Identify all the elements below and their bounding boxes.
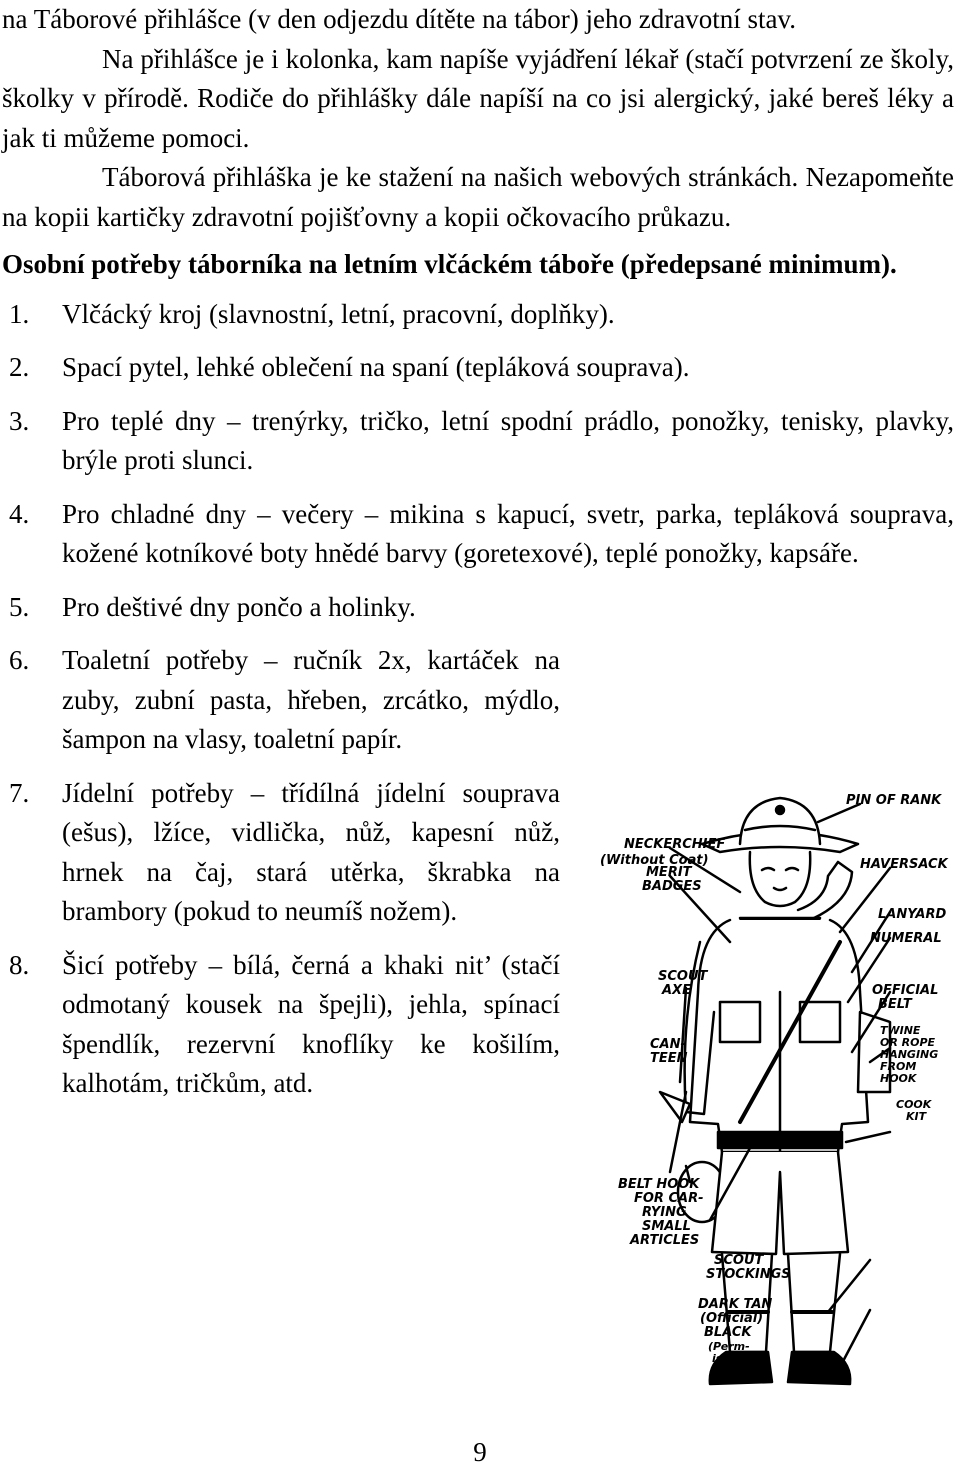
label-lanyard: LANYARD [878,907,947,922]
paragraph-health: na Táborové přihlášce (v den odjezdu dítěte na tábor) jeho zdravotní stav. [2,4,796,34]
item-text: Jídelní potřeby – třídílná jídelní souprava (ešus), lžíce, vidlička, nůž, kapesní nůž, hrnek na čaj, stará utěrka, škrabka na brambory (pokud to neumíš nožem). [62,777,560,926]
list-item [2,774,560,932]
label-belt-hook: FOR CAR- [634,1191,704,1206]
paragraph-application: Na přihlášce je i kolonka, kam napíše vyjádření lékař (stačí potvrzení ze školy, školky v přírodě. Rodiče do přihlášky dále napíší na co jsi alergický, jaké bereš léky a jak ti můžeme pomoci. [2,43,954,153]
scout-uniform-illustration [590,792,960,1452]
item-text: Pro chladné dny – večery – mikina s kapucí, svetr, parka, tepláková souprava, kožené kotníkové boty hnědé barvy (goretexové), teplé ponožky, kapsáře. [62,498,954,568]
label-twine: OR ROPE [880,1036,936,1049]
item-number: 6. [9,645,30,675]
label-belt-hook: ARTICLES [630,1233,700,1248]
section-heading: Osobní potřeby táborníka na letním vlčáckém táboře (předepsané minimum). [2,249,897,279]
label-canteen: TEEN [650,1051,688,1066]
item-text: Toaletní potřeby – ručník 2x, kartáček na zuby, zubní pasta, hřeben, zrcátko, mýdlo, šampon na vlasy, toaletní papír. [62,645,560,754]
label-belt-hook: BELT HOOK [618,1177,700,1192]
list-item [2,641,560,760]
item-text: Spací pytel, lehké oblečení na spaní (tepláková souprava). [62,352,690,382]
label-without-coat: (Without Coat) [600,853,709,868]
label-belt-hook: RYING [642,1205,687,1220]
label-stockings: STOCKINGS [706,1267,791,1282]
paragraph-download: Táborová přihláška je ke stažení na našich webových stránkách. Nezapomeňte na kopii kartičky zdravotní pojišťovny a kopii očkovacího průkazu. [2,162,954,232]
label-official: OFFICIAL [872,983,939,998]
list-item [2,348,954,388]
list-item [2,946,560,1104]
page-number: 9 [473,1437,487,1467]
label-badges: BADGES [642,879,702,894]
label-stockings: SCOUT [714,1253,764,1268]
item-text: Pro deštivé dny pončo a holinky. [62,591,416,622]
label-scout: SCOUT [658,969,708,984]
item-number: 1. [9,298,30,329]
label-shoes: (Perm- [708,1340,750,1353]
label-numeral: NUMERAL [870,931,942,946]
list-item [2,495,954,574]
label-neckerchief: NECKERCHIEF [624,837,726,852]
label-shoes: DARK TAN [698,1297,773,1312]
label-pin-of-rank: PIN OF RANK [846,793,942,808]
label-canteen: CAN- [650,1037,686,1052]
label-shoes: issible) [712,1352,757,1365]
list-item [2,588,954,628]
list-item [2,402,954,481]
label-belt-hook: SMALL [642,1219,691,1234]
label-twine: HANGING [880,1048,939,1061]
label-shoes: (Official) [700,1311,764,1326]
label-twine: FROM [880,1060,917,1073]
label-cook-kit: KIT [906,1110,927,1123]
label-shoes: BLACK [704,1325,752,1340]
item-text: Vlčácký kroj (slavnostní, letní, pracovní, doplňky). [62,298,615,329]
label-haversack: HAVERSACK [860,857,948,872]
item-number: 3. [9,405,30,436]
label-twine: HOOK [880,1072,917,1085]
item-number: 8. [9,949,30,980]
item-number: 5. [9,591,30,622]
item-number: 7. [9,777,30,808]
item-number: 4. [9,498,30,529]
list-item [2,295,954,335]
item-text: Šicí potřeby – bílá, černá a khaki nit’ (stačí odmotaný kousek na špejli), jehla, spínací špendlík, rezervní knoflíky ke košilím, kalhotám, tričkům, atd. [62,949,560,1098]
label-belt: BELT [878,997,912,1012]
item-text: Pro teplé dny – trenýrky, tričko, letní spodní prádlo, ponožky, tenisky, plavky, brýle proti slunci. [62,405,954,475]
label-cook-kit: COOK [896,1098,932,1111]
item-number: 2. [9,352,30,382]
label-merit: MERIT [646,865,692,880]
label-twine: TWINE [880,1024,921,1037]
label-axe: AXE [662,983,691,998]
